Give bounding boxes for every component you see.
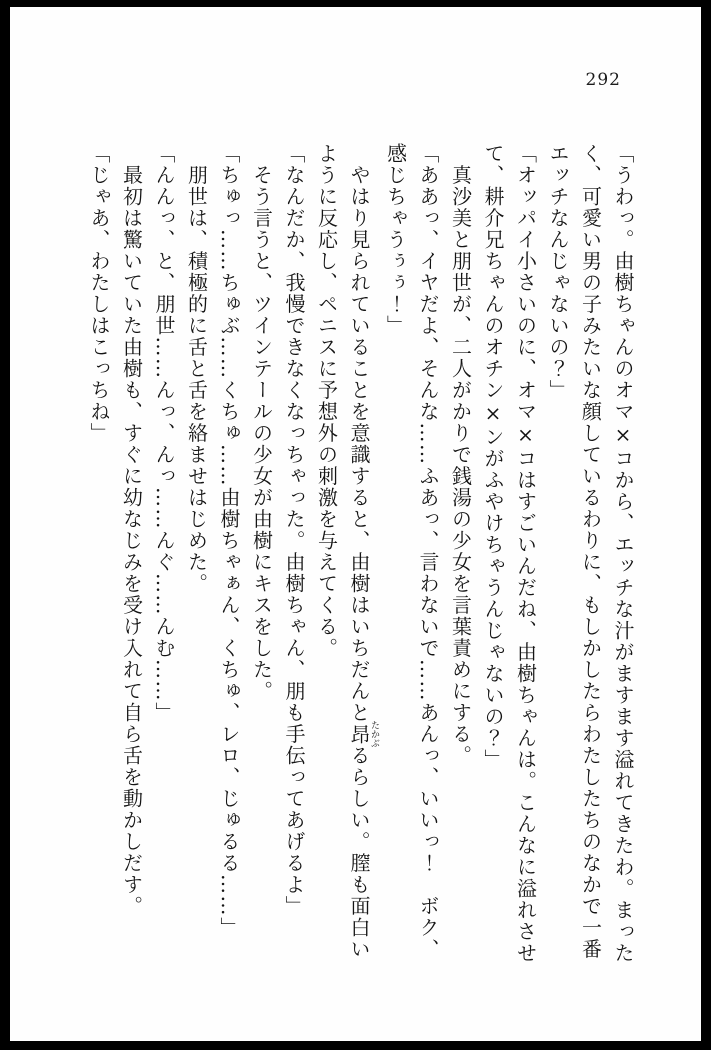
text-line: ように反応し、ペニスに予想外の刺激を与えてくる。	[314, 143, 339, 659]
text-line: 「うわっ。由樹ちゃんのオマ×コから、エッチな汁がますます溢れてきたわ。まった	[611, 143, 635, 964]
text-line: エッチなんじゃないの？」	[546, 143, 570, 401]
text-line: 「なんだか、我慢できなくなっちゃった。由樹ちゃん、朋も手伝ってあげるよ」	[282, 143, 306, 917]
text-line: 真沙美と朋世が、二人がかりで銭湯の少女を言葉責めにする。	[448, 143, 473, 767]
text-line: 最初は驚いていた由樹も、すぐに幼なじみを受け入れて自ら舌を動かしだす。	[119, 143, 144, 917]
text-line: やはり見られていることを意識すると、由樹はいちだんと昂たかぶるらしい。膣も面白い	[347, 143, 379, 960]
ruby-annotated-text: 昂たかぶ	[347, 720, 379, 748]
text-line: 朋世は、積極的に舌と舌を絡ませはじめた。	[184, 143, 209, 595]
text-line: 「ああっ、イヤだよ、そんな……ふあっ、言わないで……あんっ、いいっ！ ボク、	[416, 143, 440, 960]
text-line: 「オッパイ小さいのに、オマ×コはすごいんだね、由樹ちゃんは。こんなに溢れさせ	[513, 143, 538, 964]
text-line: て、耕介兄ちゃんのオチン×ンがふやけちゃうんじゃないの？」	[481, 143, 505, 771]
text-line: く、可愛い男の子みたいな顔しているわりに、もしかしたらわたしたちのなかで一番	[578, 143, 603, 960]
text-line: 「ちゅっ……ちゅぶ……くちゅ……由樹ちゃぁん、くちゅ、レロ、じゅるる……」	[217, 143, 241, 939]
text-block	[83, 143, 640, 965]
text-line: 「んんっ、と、朋世……んっ、んっ……んぐ……んむ……」	[152, 143, 176, 724]
text-line: 「じゃあ、わたしはこっちね」	[87, 143, 111, 444]
text-line: そう言うと、ツインテールの少女が由樹にキスをした。	[249, 143, 274, 702]
text-line: 感じちゃうぅぅ！」	[383, 143, 408, 337]
page-number: 292	[585, 70, 621, 90]
